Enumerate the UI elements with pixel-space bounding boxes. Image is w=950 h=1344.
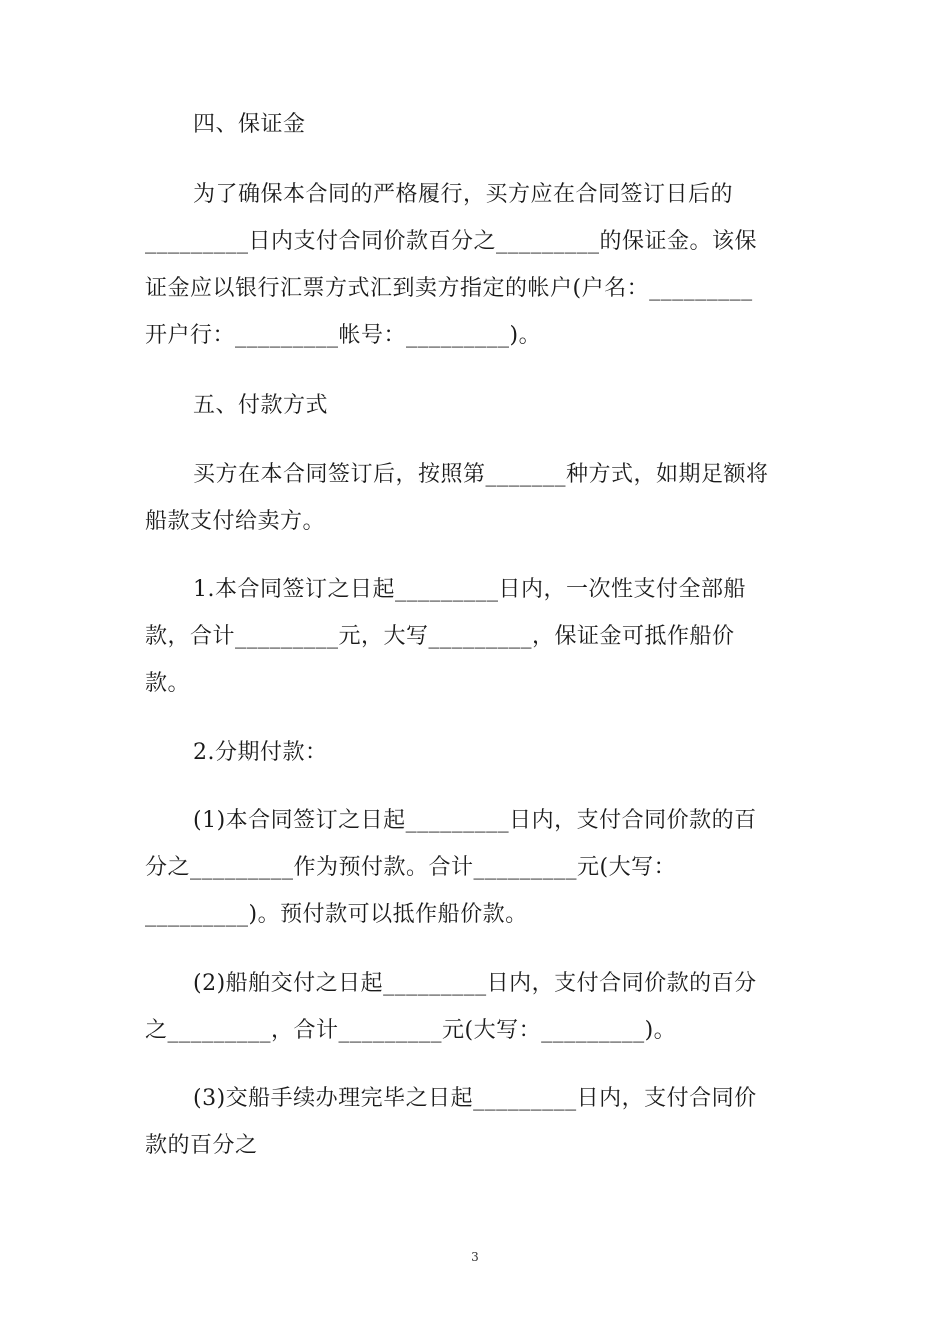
item1-line-3: 款。: [145, 671, 191, 696]
item2-1-line-1: (1)本合同签订之日起_________日内，支付合同价款的百: [193, 808, 757, 833]
page-number: 3: [471, 1250, 479, 1264]
section4-paragraph-line-4: 开户行：_________帐号：_________)。: [145, 323, 542, 348]
item2-1-line-3: _________)。预付款可以抵作船价款。: [145, 902, 528, 927]
section5-paragraph-line-1: 买方在本合同签订后，按照第_______种方式，如期足额将: [193, 462, 769, 487]
item2-heading: 2.分期付款：: [193, 740, 328, 765]
item1-line-1: 1.本合同签订之日起_________日内，一次性支付全部船: [193, 577, 746, 602]
item2-3-line-1: (3)交船手续办理完毕之日起_________日内，支付合同价: [193, 1086, 757, 1111]
item2-2-line-1: (2)船舶交付之日起_________日内，支付合同价款的百分: [193, 971, 757, 996]
section4-heading: 四、保证金: [193, 112, 306, 137]
section4-paragraph-line-1: 为了确保本合同的严格履行，买方应在合同签订日后的: [193, 182, 734, 207]
item2-1-line-2: 分之_________作为预付款。合计_________元(大写：: [145, 855, 677, 880]
item2-3-line-2: 款的百分之: [145, 1133, 258, 1158]
section5-heading: 五、付款方式: [193, 393, 329, 418]
section4-paragraph-line-2: _________日内支付合同价款百分之_________的保证金。该保: [145, 229, 758, 254]
item1-line-2: 款，合计_________元，大写_________，保证金可抵作船价: [145, 624, 735, 649]
item2-2-line-2: 之_________，合计_________元(大写：_________)。: [145, 1018, 677, 1043]
section5-paragraph-line-2: 船款支付给卖方。: [145, 509, 326, 534]
section4-paragraph-line-3: 证金应以银行汇票方式汇到卖方指定的帐户(户名：_________: [145, 276, 753, 301]
